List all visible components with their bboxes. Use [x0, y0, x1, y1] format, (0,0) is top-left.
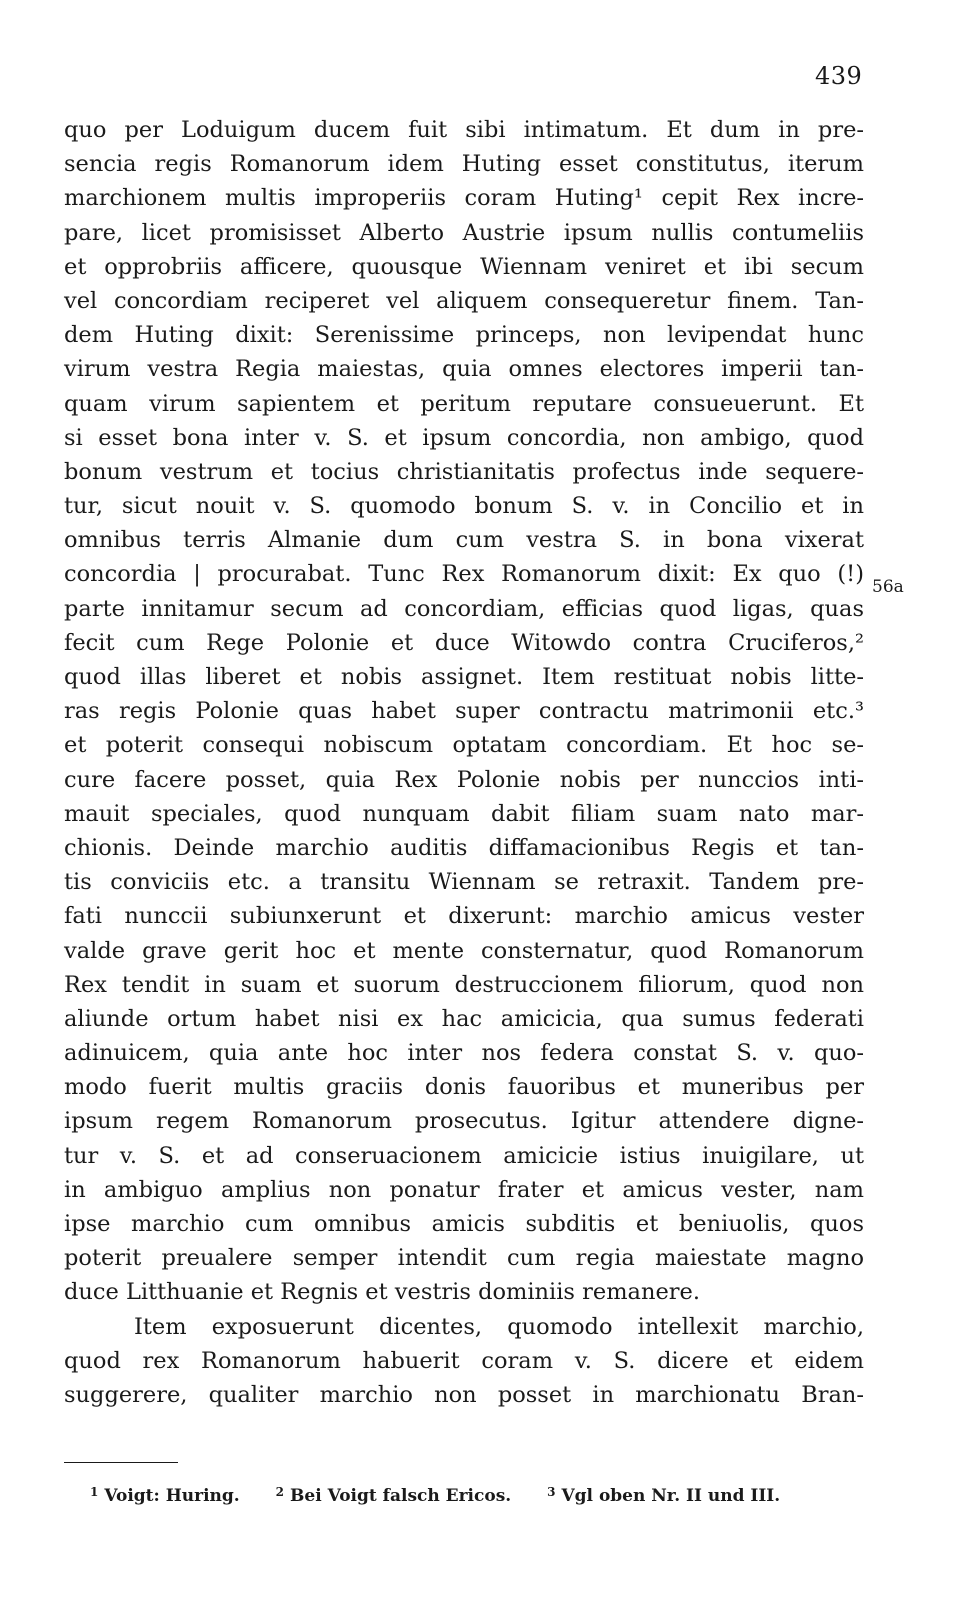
text-line: ipse marchio cum omnibus amicis subditis et beniuolis, quos: [64, 1211, 864, 1237]
text-line: mauit speciales, quod nunquam dabit filiam suam nato mar-: [64, 800, 864, 827]
text-line: virum vestra Regia maiestas, quia omnes electores imperii tan-: [64, 356, 864, 383]
text-line: dem Huting dixit: Serenissime princeps, non levipendat hunc: [64, 322, 864, 349]
text-line: quod illas liberet et nobis assignet. Item restituat nobis litte-: [64, 664, 864, 690]
text-line: et opprobriis afficere, quousque Wiennam veniret et ibi secum: [64, 253, 864, 280]
text-line: tis conviciis etc. a transitu Wiennam se retraxit. Tandem pre-: [64, 869, 864, 896]
text-line: suggerere, qualiter marchio non posset in marchionatu Bran-: [64, 1381, 864, 1408]
text-line: bonum vestrum et tocius christianitatis profectus inde sequere-: [64, 458, 864, 485]
text-line: vel concordiam reciperet vel aliquem consequeretur finem. Tan-: [64, 287, 864, 314]
text-line: in ambiguo amplius non ponatur frater et amicus vester, nam: [64, 1176, 864, 1203]
text-line: adinuicem, quia ante hoc inter nos federa constat S. v. quo-: [64, 1040, 864, 1067]
footnote-rule: [64, 1462, 178, 1463]
text-line: fecit cum Rege Polonie et duce Witowdo contra Cruciferos,²: [64, 629, 864, 656]
text-line: Rex tendit in suam et suorum destruccionem filiorum, quod non: [64, 971, 864, 998]
footnote-mark: 2: [275, 1485, 285, 1499]
text-line: pare, licet promisisset Alberto Austrie ipsum nullis contumeliis: [64, 219, 864, 246]
text-line: cure facere posset, quia Rex Polonie nobis per nunccios inti-: [64, 766, 864, 793]
text-line: duce Litthuanie et Regnis et vestris dominiis remanere.: [64, 1279, 700, 1306]
text-line: modo fuerit multis graciis donis fauoribus et muneribus per: [64, 1074, 864, 1101]
text-line: concordia | procurabat. Tunc Rex Romanorum dixit: Ex quo (!): [64, 561, 864, 588]
footnote-text: Bei Voigt falsch Ericos.: [290, 1486, 512, 1506]
text-line: parte innitamur secum ad concordiam, efficias quod ligas, quas: [64, 595, 864, 622]
text-line: tur, sicut nouit v. S. quomodo bonum S. v. in Concilio et in: [64, 493, 864, 520]
footnote-mark: 1: [90, 1485, 99, 1499]
footnote: [276, 1486, 517, 1506]
text-line: omnibus terris Almanie dum cum vestra S. in bona vixerat: [64, 527, 864, 554]
body-text: [64, 113, 864, 1412]
text-line: sencia regis Romanorum idem Huting esset constitutus, iterum: [64, 151, 864, 178]
footnote-text: Voigt: Huring.: [104, 1486, 240, 1506]
text-line: poterit preualere semper intendit cum regia maiestate magno: [64, 1245, 864, 1272]
text-line: quam virum sapientem et peritum reputare consueuerunt. Et: [64, 390, 864, 417]
paragraph-first-line: Item exposuerunt dicentes, quomodo intellexit marchio,: [134, 1313, 864, 1340]
text-line: quo per Loduigum ducem fuit sibi intimatum. Et dum in pre-: [64, 117, 864, 143]
text-line: et poterit consequi nobiscum optatam concordiam. Et hoc se-: [64, 732, 864, 759]
text-line: marchionem multis improperiis coram Huting¹ cepit Rex incre-: [64, 185, 864, 212]
footnotes: [90, 1485, 860, 1506]
text-line: ipsum regem Romanorum prosecutus. Igitur attendere digne-: [64, 1108, 864, 1135]
text-line: aliunde ortum habet nisi ex hac amicicia, qua sumus federati: [64, 1005, 864, 1032]
text-line: tur v. S. et ad conseruacionem amicicie istius inuigilare, ut: [64, 1142, 864, 1169]
page-number: 439: [815, 62, 863, 90]
text-line: quod rex Romanorum habuerit coram v. S. dicere et eidem: [64, 1347, 864, 1374]
text-line: si esset bona inter v. S. et ipsum concordia, non ambigo, quod: [64, 424, 864, 451]
text-line: chionis. Deinde marchio auditis diffamacionibus Regis et tan-: [64, 834, 864, 861]
text-line: ras regis Polonie quas habet super contractu matrimonii etc.³: [64, 698, 864, 725]
text-line: valde grave gerit hoc et mente consternatur, quod Romanorum: [64, 937, 864, 964]
footnote: [90, 1486, 246, 1506]
margin-note: 56a: [872, 577, 904, 597]
footnote: [547, 1486, 780, 1506]
footnote-mark: 3: [547, 1485, 556, 1499]
footnote-text: Vgl oben Nr. II und III.: [561, 1486, 781, 1506]
text-line: fati nunccii subiunxerunt et dixerunt: marchio amicus vester: [64, 903, 864, 930]
